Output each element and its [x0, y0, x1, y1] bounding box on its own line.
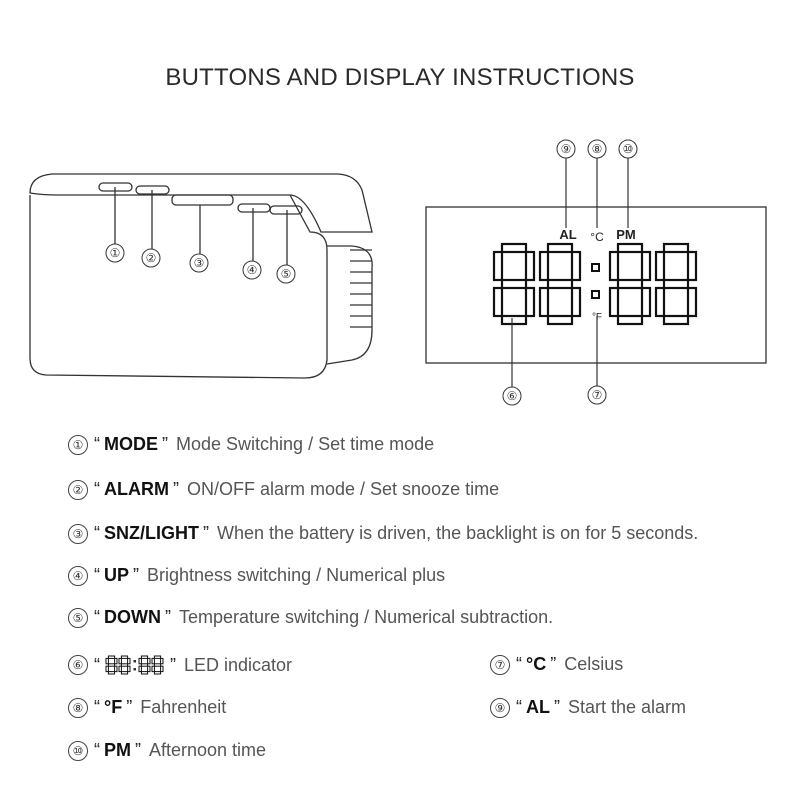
legend-key: AL	[526, 697, 550, 717]
callout-9	[557, 140, 575, 158]
legend-number: ⑨	[490, 698, 510, 718]
mini-digit-segment	[148, 658, 150, 663]
mini-digit-segment	[141, 656, 147, 658]
led-digit-segment	[572, 288, 580, 316]
mini-digit-segment	[139, 666, 141, 671]
mini-digit-segment	[152, 666, 154, 671]
legend-desc: When the battery is driven, the backlight is on for 5 seconds.	[217, 523, 699, 543]
legend-desc: Celsius	[564, 654, 624, 674]
legend-number: ③	[68, 524, 88, 544]
mini-digit-segment	[108, 672, 114, 674]
al-indicator: AL	[559, 227, 577, 242]
led-digit-segment	[688, 288, 696, 316]
led-colon	[592, 264, 599, 298]
led-digit-segment	[572, 252, 580, 280]
fahrenheit-indicator: °F	[591, 312, 603, 323]
callout-3	[190, 254, 208, 272]
mini-digit-segment	[108, 656, 114, 658]
led-digit-segment	[610, 252, 618, 280]
legend-item-up: ④ “ UP ” Brightness switching / Numerical plus	[68, 565, 445, 586]
mini-digit-segment	[115, 666, 117, 671]
legend-item-celsius: ⑦ “ °C ” Celsius	[490, 654, 623, 675]
mini-digit-segment	[148, 666, 150, 671]
mini-digit-segment	[128, 666, 130, 671]
mini-digit-segment	[108, 664, 114, 666]
legend-number: ⑩	[68, 741, 88, 761]
celsius-indicator: °C	[590, 230, 604, 244]
led-digit-segment	[494, 288, 502, 316]
legend-desc: Brightness switching / Numerical plus	[147, 565, 446, 585]
clock-body	[30, 174, 372, 378]
mini-digit-segment	[139, 658, 141, 663]
led-digit-segment	[540, 288, 548, 316]
led-digit-segment	[548, 280, 572, 288]
svg-text:⑨: ⑨	[560, 142, 572, 156]
legend-key: PM	[104, 740, 131, 760]
svg-text:⑥: ⑥	[506, 389, 518, 403]
led-digit-segment	[526, 288, 534, 316]
svg-text:③: ③	[193, 256, 205, 270]
legend-key: UP	[104, 565, 130, 585]
legend-desc: Afternoon time	[149, 740, 267, 760]
side-vents	[350, 250, 372, 327]
mini-digit-segment	[115, 658, 117, 663]
led-digit-segment	[526, 252, 534, 280]
legend-item-mode: ① “ MODE ” Mode Switching / Set time mode	[68, 434, 434, 455]
svg-text:②: ②	[145, 251, 157, 265]
callout-4	[243, 261, 261, 279]
legend-number: ②	[68, 480, 88, 500]
led-digit-segment	[494, 252, 502, 280]
led-digit-segment	[656, 252, 664, 280]
callout-2	[142, 249, 160, 267]
mini-digit-segment	[141, 664, 147, 666]
mini-digit-segment	[121, 672, 127, 674]
mini-digit-segment	[154, 656, 160, 658]
led-digit-segment	[548, 316, 572, 324]
legend-desc: Temperature switching / Numerical subtraction.	[179, 607, 554, 627]
legend-number: ⑦	[490, 655, 510, 675]
callout-8	[588, 140, 606, 158]
legend-item-fahrenheit: ⑧ “ °F ” Fahrenheit	[68, 697, 226, 718]
svg-text:④: ④	[246, 263, 258, 277]
mini-digit-segment	[161, 666, 163, 671]
led-digit-segment	[540, 252, 548, 280]
led-digit-segment	[642, 288, 650, 316]
led-digit-segment	[688, 252, 696, 280]
legend-item-pm: ⑩ “ PM ” Afternoon time	[68, 740, 266, 761]
led-digit-segment	[664, 244, 688, 252]
led-digit-segment	[548, 244, 572, 252]
legend-number: ⑤	[68, 608, 88, 628]
led-digit-segment	[642, 252, 650, 280]
snz-light-button-shape	[172, 195, 233, 205]
led-digits-mini-icon	[104, 654, 166, 676]
mini-digit-segment	[128, 658, 130, 663]
legend-item-snz-light: ③ “ SNZ/LIGHT ” When the battery is driven, the backlight is on for 5 seconds.	[68, 523, 698, 544]
callout-10	[619, 140, 637, 158]
led-digit-segment	[610, 288, 618, 316]
callout-7	[588, 386, 606, 404]
mini-digit-segment	[121, 656, 127, 658]
legend-key: °F	[104, 697, 123, 717]
legend-desc: ON/OFF alarm mode / Set snooze time	[187, 479, 500, 499]
led-digit-segment	[502, 316, 526, 324]
mini-digit-segment	[119, 666, 121, 671]
legend-desc: LED indicator	[184, 654, 293, 675]
mini-digit-segment	[121, 664, 127, 666]
mini-digit-segment	[154, 664, 160, 666]
legend-key: MODE	[104, 434, 158, 454]
svg-text:⑤: ⑤	[280, 267, 292, 281]
legend-key: °C	[526, 654, 547, 674]
led-digit-segment	[664, 280, 688, 288]
led-digit-segment	[618, 280, 642, 288]
legend-item-led: ⑥ “ ” LED indicator	[68, 654, 292, 676]
legend-desc: Fahrenheit	[140, 697, 227, 717]
svg-text:⑧: ⑧	[591, 142, 603, 156]
legend-number: ⑥	[68, 655, 88, 675]
mini-digit-segment	[106, 658, 108, 663]
callout-6	[503, 387, 521, 405]
legend-item-down: ⑤ “ DOWN ” Temperature switching / Numerical subtraction.	[68, 607, 553, 628]
svg-text:①: ①	[109, 246, 121, 260]
led-digit-segment	[502, 280, 526, 288]
legend-key: SNZ/LIGHT	[104, 523, 199, 543]
mini-digit-segment	[106, 666, 108, 671]
callout-5	[277, 265, 295, 283]
svg-text:⑩: ⑩	[622, 142, 634, 156]
page-title: BUTTONS AND DISPLAY INSTRUCTIONS	[165, 64, 635, 91]
legend-key: DOWN	[104, 607, 161, 627]
legend-desc: Start the alarm	[568, 697, 687, 717]
legend-item-al: ⑨ “ AL ” Start the alarm	[490, 697, 686, 718]
callout-1	[106, 244, 124, 262]
legend-key: ALARM	[104, 479, 169, 499]
legend-number: ⑧	[68, 698, 88, 718]
legend-number: ①	[68, 435, 88, 455]
mini-digit-segment	[141, 672, 147, 674]
mini-digit-segment	[152, 658, 154, 663]
led-digit-segment	[502, 244, 526, 252]
mini-digit-segment	[119, 658, 121, 663]
led-digit-segment	[618, 316, 642, 324]
mini-digit-segment	[154, 672, 160, 674]
led-digit-segment	[656, 288, 664, 316]
legend-number: ④	[68, 566, 88, 586]
legend-desc: Mode Switching / Set time mode	[176, 434, 435, 454]
pm-indicator: PM	[616, 227, 636, 242]
led-digit-segment	[618, 244, 642, 252]
led-digit-segment	[664, 316, 688, 324]
legend-item-alarm: ② “ ALARM ” ON/OFF alarm mode / Set snooze time	[68, 479, 499, 500]
svg-text:⑦: ⑦	[591, 388, 603, 402]
mini-digit-segment	[161, 658, 163, 663]
up-button-shape	[238, 204, 270, 212]
